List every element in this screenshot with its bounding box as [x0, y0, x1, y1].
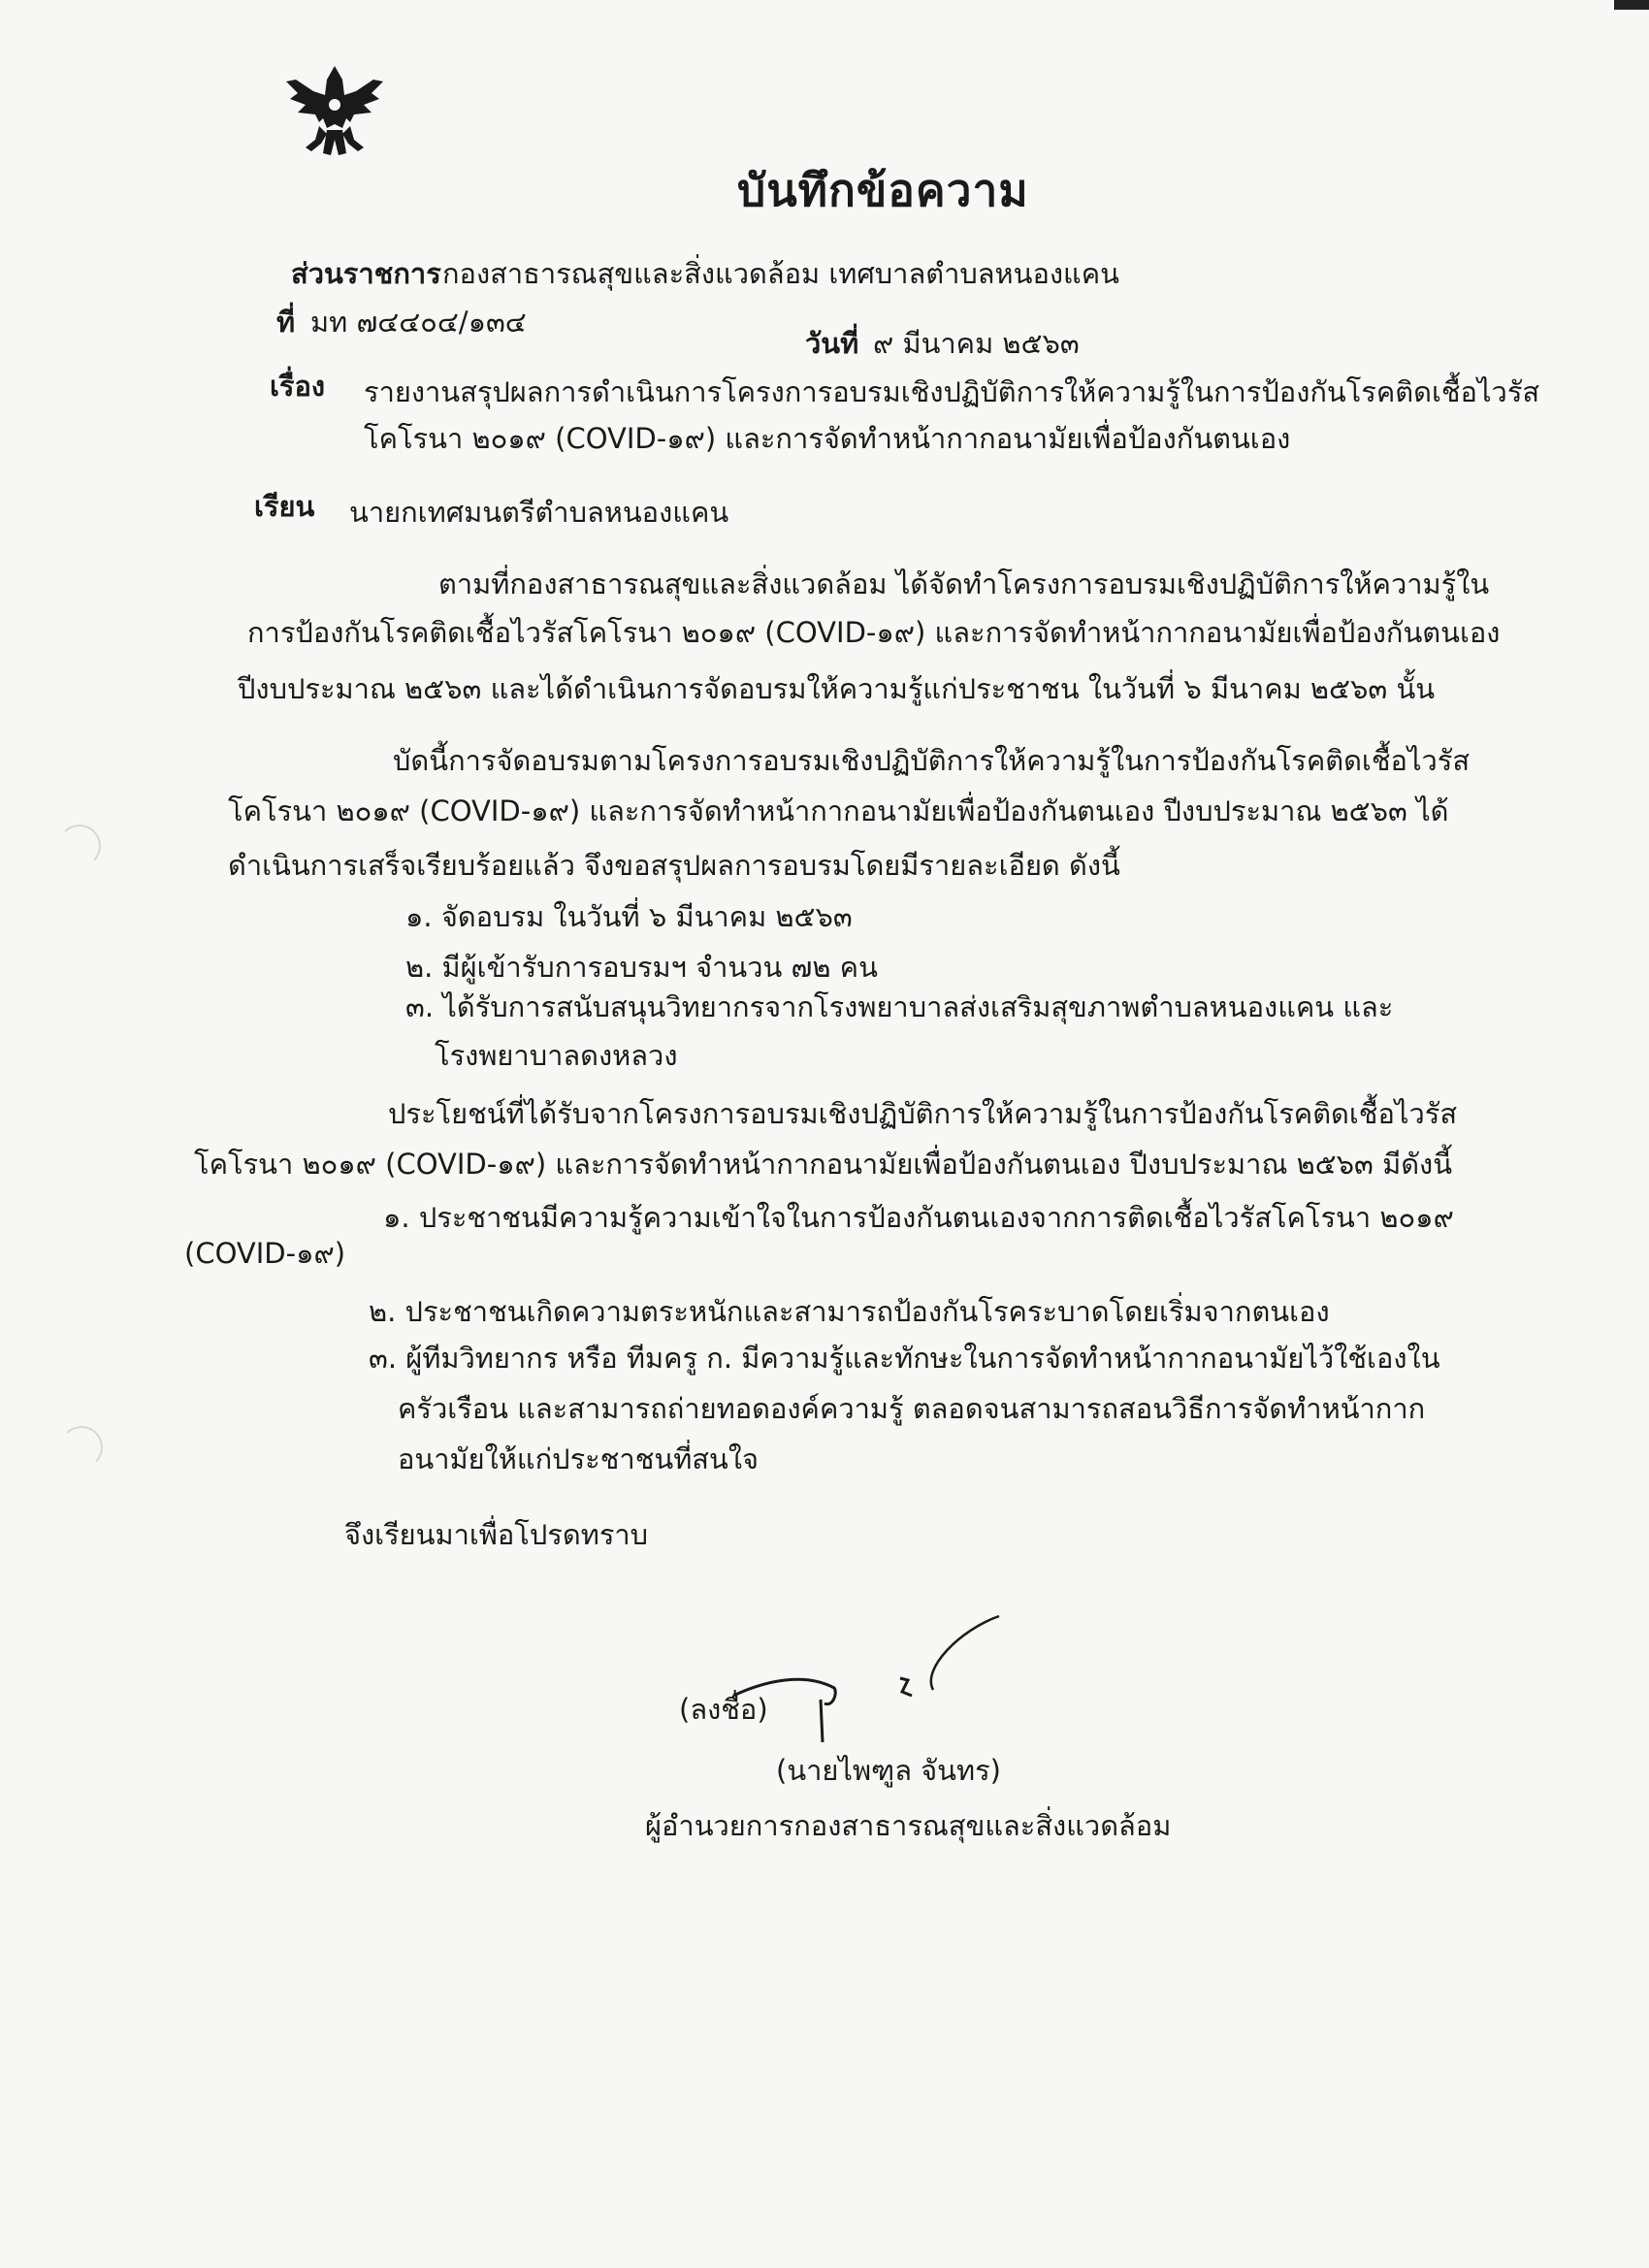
punch-hole-mark [60, 1426, 103, 1469]
to-label: เรียน [254, 490, 315, 523]
signer-name: (นายไพฑูล จันทร) [776, 1754, 1001, 1787]
paragraph-2-line: ดำเนินการเสร็จเรียบร้อยแล้ว จึงขอสรุปผลการอบรมโดยมีรายละเอียด ดังนี้ [228, 849, 1120, 882]
to-value: นายกเทศมนตรีตำบลหนองแคน [349, 496, 729, 529]
document-title: บันทึกข้อความ [737, 164, 1029, 216]
closing-line: จึงเรียนมาเพื่อโปรดทราบ [344, 1518, 649, 1551]
benefit-item-1-cont: (COVID-๑๙) [184, 1237, 346, 1270]
ref-number: มท ๗๔๔๐๔/๑๓๔ [310, 306, 527, 339]
date-label: วันที่ [805, 327, 859, 360]
benefit-item-3: ๓. ผู้ทีมวิทยากร หรือ ทีมครู ก. มีความรู้และทักษะในการจัดทำหน้ากากอนามัยไว้ใช้เองใน [369, 1342, 1440, 1375]
subject-line-1: รายงานสรุปผลการดำเนินการโครงการอบรมเชิงปฏิบัติการให้ความรู้ในการป้องกันโรคติดเชื้อไวรัส [364, 375, 1540, 408]
result-item-1: ๑. จัดอบรม ในวันที่ ๖ มีนาคม ๒๕๖๓ [405, 900, 853, 933]
paragraph-1-line: การป้องกันโรคติดเชื้อไวรัสโคโรนา ๒๐๑๙ (COVID-๑๙) และการจัดทำหน้ากากอนามัยเพื่อป้องกันตนเอง [247, 616, 1501, 649]
subject-label: เรื่อง [270, 370, 326, 403]
paragraph-1-line: ปีงบประมาณ ๒๕๖๓ และได้ดำเนินการจัดอบรมให้ความรู้แก่ประชาชน ในวันที่ ๖ มีนาคม ๒๕๖๓ นั้น [238, 672, 1436, 705]
garuda-emblem-icon [276, 58, 393, 170]
benefit-item-3-cont: อนามัยให้แก่ประชาชนที่สนใจ [398, 1442, 759, 1475]
benefit-item-3-cont: ครัวเรือน และสามารถถ่ายทอดองค์ความรู้ ตลอดจนสามารถสอนวิธีการจัดทำหน้ากาก [398, 1392, 1426, 1425]
signature-label: (ลงชื่อ) [679, 1693, 768, 1726]
signer-position: ผู้อำนวยการกองสาธารณสุขและสิ่งแวดล้อม [645, 1809, 1172, 1842]
result-item-3-cont: โรงพยาบาลดงหลวง [435, 1039, 678, 1072]
result-item-3: ๓. ได้รับการสนับสนุนวิทยากรจากโรงพยาบาลส่งเสริมสุขภาพตำบลหนองแคน และ [405, 990, 1394, 1023]
subject-line-2: โคโรนา ๒๐๑๙ (COVID-๑๙) และการจัดทำหน้ากากอนามัยเพื่อป้องกันตนเอง [364, 422, 1291, 455]
benefit-item-2: ๒. ประชาชนเกิดความตระหนักและสามารถป้องกันโรคระบาดโดยเริ่มจากตนเอง [369, 1295, 1330, 1328]
handwritten-signature [728, 1610, 1018, 1766]
date-value: ๙ มีนาคม ๒๕๖๓ [873, 327, 1080, 360]
punch-hole-mark [58, 825, 101, 867]
ref-label: ที่ [276, 306, 296, 339]
result-item-2: ๒. มีผู้เข้ารับการอบรมฯ จำนวน ๗๒ คน [405, 951, 878, 984]
agency-label: ส่วนราชการ [291, 257, 441, 290]
paragraph-1-line: ตามที่กองสาธารณสุขและสิ่งแวดล้อม ได้จัดทำโครงการอบรมเชิงปฏิบัติการให้ความรู้ใน [438, 567, 1490, 600]
benefit-item-1: ๑. ประชาชนมีความรู้ความเข้าใจในการป้องกันตนเองจากการติดเชื้อไวรัสโคโรนา ๒๐๑๙ [383, 1201, 1454, 1234]
paragraph-2-line: โคโรนา ๒๐๑๙ (COVID-๑๙) และการจัดทำหน้ากากอนามัยเพื่อป้องกันตนเอง ปีงบประมาณ ๒๕๖๓ ได้ [228, 794, 1449, 827]
paragraph-2-line: บัดนี้การจัดอบรมตามโครงการอบรมเชิงปฏิบัติการให้ความรู้ในการป้องกันโรคติดเชื้อไวรัส [393, 744, 1471, 777]
paragraph-3-line: ประโยชน์ที่ได้รับจากโครงการอบรมเชิงปฏิบัติการให้ความรู้ในการป้องกันโรคติดเชื้อไวรัส [388, 1097, 1458, 1130]
agency-value: กองสาธารณสุขและสิ่งแวดล้อม เทศบาลตำบลหนองแคน [442, 257, 1119, 290]
scan-corner-mark [1614, 0, 1649, 10]
paragraph-3-line: โคโรนา ๒๐๑๙ (COVID-๑๙) และการจัดทำหน้ากากอนามัยเพื่อป้องกันตนเอง ปีงบประมาณ ๒๕๖๓ มีดังนี้ [194, 1148, 1453, 1181]
